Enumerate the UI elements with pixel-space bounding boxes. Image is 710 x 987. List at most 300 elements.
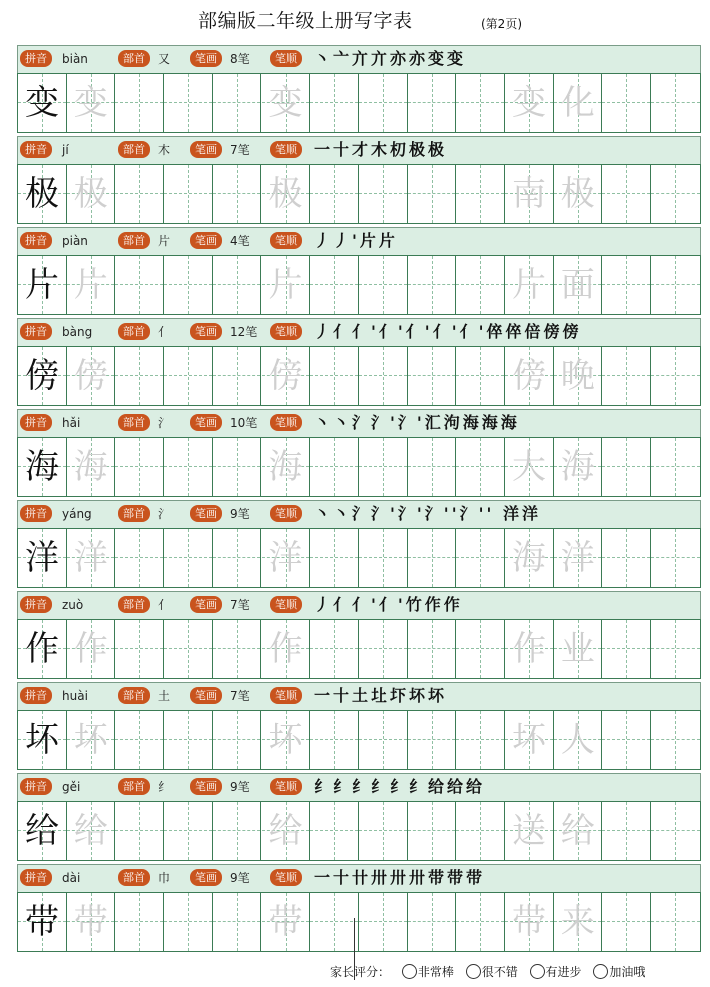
stroke-order-tag: 笔顺 bbox=[270, 323, 302, 340]
writing-cell[interactable] bbox=[408, 620, 457, 678]
stroke-unit: 笔 bbox=[237, 52, 250, 66]
trace-word-char: 业 bbox=[560, 629, 595, 669]
writing-cell[interactable] bbox=[310, 620, 359, 678]
guide-line-vertical bbox=[334, 347, 335, 405]
stroke-count-number: 7 bbox=[230, 143, 238, 157]
guide-line-vertical bbox=[675, 893, 676, 951]
stroke-unit: 笔 bbox=[237, 234, 250, 248]
trace-word-char: 片 bbox=[512, 265, 546, 305]
stroke-order-tag: 笔顺 bbox=[270, 141, 302, 158]
pinyin-tag: 拼音 bbox=[20, 778, 52, 795]
writing-cell[interactable] bbox=[115, 74, 164, 132]
radical-tag: 部首 bbox=[118, 687, 150, 704]
guide-line-vertical bbox=[626, 438, 627, 496]
stroke-count-value bbox=[230, 142, 250, 158]
stroke-order-value: 一十卄卅卅卅带带带 bbox=[314, 868, 486, 887]
writing-cell[interactable] bbox=[408, 74, 457, 132]
pinyin-tag: 拼音 bbox=[20, 323, 52, 340]
writing-cell[interactable] bbox=[310, 347, 359, 405]
guide-line-vertical bbox=[139, 529, 140, 587]
writing-cell[interactable] bbox=[213, 711, 262, 769]
info-bar bbox=[17, 500, 701, 529]
trace-word-char: 人 bbox=[560, 720, 595, 760]
guide-line-vertical bbox=[626, 529, 627, 587]
info-bar bbox=[17, 409, 701, 438]
writing-cell[interactable] bbox=[359, 256, 408, 314]
stroke-order-value: 丿亻亻'亻'亻'亻'亻'倅倅倍傍傍 bbox=[314, 322, 582, 341]
guide-line-vertical bbox=[626, 620, 627, 678]
pinyin-value: bàng bbox=[62, 325, 93, 339]
writing-cell[interactable] bbox=[602, 893, 651, 951]
pinyin-value: piàn bbox=[62, 234, 88, 248]
char-block bbox=[17, 45, 701, 133]
writing-cell[interactable] bbox=[213, 165, 262, 223]
guide-line-vertical bbox=[432, 893, 433, 951]
info-bar bbox=[17, 45, 701, 74]
writing-cell[interactable] bbox=[213, 438, 262, 496]
writing-grid bbox=[17, 710, 701, 770]
info-bar bbox=[17, 773, 701, 802]
writing-cell[interactable] bbox=[651, 620, 700, 678]
guide-line-vertical bbox=[432, 256, 433, 314]
writing-cell[interactable] bbox=[310, 438, 359, 496]
guide-line-vertical bbox=[334, 893, 335, 951]
trace-character: 给 bbox=[73, 811, 108, 851]
model-character: 海 bbox=[25, 447, 59, 487]
char-block bbox=[17, 136, 701, 224]
writing-cell[interactable] bbox=[115, 893, 164, 951]
radical-tag: 部首 bbox=[118, 778, 150, 795]
stroke-count-number: 12 bbox=[230, 325, 246, 339]
stroke-count-tag: 笔画 bbox=[190, 323, 222, 340]
writing-cell[interactable] bbox=[115, 347, 164, 405]
stroke-count-value bbox=[230, 324, 257, 340]
stroke-order-value: 丿亻亻'亻'竹作作 bbox=[314, 595, 463, 614]
stroke-order-tag: 笔顺 bbox=[270, 505, 302, 522]
guide-line-vertical bbox=[480, 256, 481, 314]
guide-line-vertical bbox=[626, 74, 627, 132]
writing-cell[interactable] bbox=[359, 620, 408, 678]
writing-grid bbox=[17, 437, 701, 497]
writing-cell[interactable] bbox=[213, 347, 262, 405]
stroke-count-value bbox=[230, 688, 250, 704]
writing-cell[interactable] bbox=[651, 165, 700, 223]
guide-line-vertical bbox=[188, 347, 189, 405]
trace-character: 海 bbox=[73, 447, 108, 487]
guide-line-vertical bbox=[432, 347, 433, 405]
stroke-unit: 笔 bbox=[245, 325, 258, 339]
info-bar bbox=[17, 682, 701, 711]
char-block bbox=[17, 318, 701, 406]
guide-line-vertical bbox=[480, 347, 481, 405]
pinyin-tag: 拼音 bbox=[20, 141, 52, 158]
writing-cell[interactable] bbox=[310, 893, 359, 951]
trace-character: 傍 bbox=[73, 356, 108, 396]
guide-line-vertical bbox=[188, 256, 189, 314]
writing-cell[interactable] bbox=[310, 74, 359, 132]
pinyin-tag: 拼音 bbox=[20, 505, 52, 522]
radical-tag: 部首 bbox=[118, 232, 150, 249]
writing-cell[interactable] bbox=[310, 711, 359, 769]
writing-cell[interactable] bbox=[164, 620, 213, 678]
guide-line-vertical bbox=[675, 711, 676, 769]
writing-cell[interactable] bbox=[164, 711, 213, 769]
radical-tag: 部首 bbox=[118, 596, 150, 613]
rating-option-radio-2[interactable] bbox=[466, 964, 481, 979]
writing-cell[interactable] bbox=[602, 74, 651, 132]
guide-line-vertical bbox=[432, 802, 433, 860]
stroke-count-tag: 笔画 bbox=[190, 414, 222, 431]
guide-line-vertical bbox=[237, 529, 238, 587]
writing-cell[interactable] bbox=[115, 620, 164, 678]
guide-line-vertical bbox=[480, 711, 481, 769]
guide-line-vertical bbox=[626, 165, 627, 223]
guide-line-vertical bbox=[480, 74, 481, 132]
trace-word-char: 极 bbox=[560, 174, 595, 214]
guide-line-vertical bbox=[139, 74, 140, 132]
radical-value: 土 bbox=[158, 689, 171, 703]
radical-tag: 部首 bbox=[118, 414, 150, 431]
radical-value: 又 bbox=[158, 52, 171, 66]
stroke-count-value bbox=[230, 51, 250, 67]
guide-line-vertical bbox=[188, 711, 189, 769]
guide-line-vertical bbox=[480, 893, 481, 951]
guide-line-vertical bbox=[383, 165, 384, 223]
rating-option-radio-4[interactable] bbox=[593, 964, 608, 979]
writing-cell[interactable] bbox=[164, 893, 213, 951]
trace-character: 坏 bbox=[268, 720, 303, 760]
stroke-count-value bbox=[230, 597, 250, 613]
pinyin-tag: 拼音 bbox=[20, 50, 52, 67]
rating-option-radio-3[interactable] bbox=[530, 964, 545, 979]
writing-cell[interactable] bbox=[408, 347, 457, 405]
char-block bbox=[17, 409, 701, 497]
writing-cell[interactable] bbox=[602, 529, 651, 587]
guide-line-vertical bbox=[139, 893, 140, 951]
writing-cell[interactable] bbox=[359, 74, 408, 132]
guide-line-vertical bbox=[334, 74, 335, 132]
writing-cell[interactable] bbox=[408, 802, 457, 860]
page-title: 部编版二年级上册写字表 bbox=[198, 10, 413, 32]
writing-cell[interactable] bbox=[310, 529, 359, 587]
char-block bbox=[17, 591, 701, 679]
stroke-count-value bbox=[230, 233, 250, 249]
trace-character: 作 bbox=[268, 629, 303, 669]
writing-cell[interactable] bbox=[164, 347, 213, 405]
trace-character: 给 bbox=[268, 811, 303, 851]
writing-cell[interactable] bbox=[115, 802, 164, 860]
stroke-count-tag: 笔画 bbox=[190, 232, 222, 249]
rating-option-label-1: 非常棒 bbox=[417, 965, 454, 979]
guide-line-vertical bbox=[334, 620, 335, 678]
info-bar bbox=[17, 318, 701, 347]
stroke-count-value bbox=[230, 779, 250, 795]
stroke-order-tag: 笔顺 bbox=[270, 687, 302, 704]
model-character: 给 bbox=[25, 811, 59, 851]
writing-cell[interactable] bbox=[359, 438, 408, 496]
radical-value: 木 bbox=[158, 143, 171, 157]
guide-line-vertical bbox=[139, 165, 140, 223]
trace-word-char: 变 bbox=[512, 83, 546, 123]
writing-cell[interactable] bbox=[651, 74, 700, 132]
writing-cell[interactable] bbox=[164, 802, 213, 860]
writing-cell[interactable] bbox=[359, 529, 408, 587]
pinyin-value: huài bbox=[62, 689, 88, 703]
guide-line-vertical bbox=[383, 893, 384, 951]
pinyin-value: dài bbox=[62, 871, 81, 885]
stroke-unit: 笔 bbox=[237, 689, 250, 703]
writing-cell[interactable] bbox=[310, 165, 359, 223]
stroke-order-value: 丶丶氵氵'氵'氵''氵'' 洋洋 bbox=[314, 504, 541, 523]
radical-tag: 部首 bbox=[118, 869, 150, 886]
rating-option-label-4: 加油哦 bbox=[609, 965, 646, 979]
char-block bbox=[17, 773, 701, 861]
trace-word-char: 南 bbox=[512, 174, 546, 214]
stroke-count-tag: 笔画 bbox=[190, 505, 222, 522]
writing-cell[interactable] bbox=[408, 165, 457, 223]
stroke-unit: 笔 bbox=[237, 780, 250, 794]
writing-cell[interactable] bbox=[456, 620, 505, 678]
rating-option-label-3: 有进步 bbox=[545, 965, 582, 979]
char-block bbox=[17, 500, 701, 588]
writing-cell[interactable] bbox=[115, 711, 164, 769]
guide-line-vertical bbox=[675, 347, 676, 405]
writing-cell[interactable] bbox=[602, 711, 651, 769]
writing-cell[interactable] bbox=[602, 347, 651, 405]
guide-line-vertical bbox=[334, 438, 335, 496]
guide-line-vertical bbox=[626, 256, 627, 314]
info-bar bbox=[17, 136, 701, 165]
radical-tag: 部首 bbox=[118, 323, 150, 340]
radical-value: 亻 bbox=[158, 325, 171, 339]
guide-line-vertical bbox=[188, 893, 189, 951]
char-block bbox=[17, 864, 701, 952]
stroke-unit: 笔 bbox=[237, 871, 250, 885]
radical-tag: 部首 bbox=[118, 50, 150, 67]
writing-cell[interactable] bbox=[456, 347, 505, 405]
guide-line-vertical bbox=[237, 620, 238, 678]
writing-cell[interactable] bbox=[456, 256, 505, 314]
stroke-unit: 笔 bbox=[237, 598, 250, 612]
trace-character: 坏 bbox=[73, 720, 108, 760]
guide-line-vertical bbox=[626, 893, 627, 951]
writing-cell[interactable] bbox=[164, 438, 213, 496]
stroke-count-number: 9 bbox=[230, 507, 238, 521]
writing-cell[interactable] bbox=[164, 529, 213, 587]
guide-line-vertical bbox=[139, 256, 140, 314]
stroke-order-tag: 笔顺 bbox=[270, 596, 302, 613]
writing-cell[interactable] bbox=[359, 347, 408, 405]
info-bar bbox=[17, 864, 701, 893]
stroke-count-value bbox=[230, 506, 250, 522]
trace-character: 变 bbox=[73, 83, 108, 123]
writing-grid bbox=[17, 255, 701, 315]
trace-word-char: 来 bbox=[560, 902, 595, 942]
guide-line-vertical bbox=[237, 711, 238, 769]
pinyin-tag: 拼音 bbox=[20, 869, 52, 886]
writing-cell[interactable] bbox=[213, 893, 262, 951]
model-character: 带 bbox=[25, 902, 59, 942]
writing-cell[interactable] bbox=[310, 802, 359, 860]
guide-line-vertical bbox=[480, 620, 481, 678]
trace-word-char: 坏 bbox=[512, 720, 546, 760]
pinyin-value: hǎi bbox=[62, 416, 81, 430]
pinyin-value: gěi bbox=[62, 780, 81, 794]
writing-cell[interactable] bbox=[408, 529, 457, 587]
title-bar bbox=[0, 4, 710, 34]
writing-cell[interactable] bbox=[651, 802, 700, 860]
writing-cell[interactable] bbox=[310, 256, 359, 314]
trace-word-char: 带 bbox=[512, 902, 546, 942]
guide-line-vertical bbox=[675, 165, 676, 223]
radical-value: 巾 bbox=[158, 871, 171, 885]
writing-cell[interactable] bbox=[651, 529, 700, 587]
page-number: (第2页) bbox=[481, 17, 522, 31]
writing-cell[interactable] bbox=[651, 256, 700, 314]
writing-cell[interactable] bbox=[164, 74, 213, 132]
writing-cell[interactable] bbox=[456, 802, 505, 860]
trace-character: 傍 bbox=[268, 356, 303, 396]
trace-character: 洋 bbox=[73, 538, 108, 578]
stroke-order-tag: 笔顺 bbox=[270, 869, 302, 886]
writing-cell[interactable] bbox=[602, 165, 651, 223]
guide-line-vertical bbox=[480, 802, 481, 860]
trace-character: 带 bbox=[268, 902, 303, 942]
guide-line-vertical bbox=[675, 802, 676, 860]
radical-value: 氵 bbox=[158, 507, 171, 521]
writing-cell[interactable] bbox=[651, 347, 700, 405]
guide-line-vertical bbox=[383, 529, 384, 587]
guide-line-vertical bbox=[188, 165, 189, 223]
model-character: 坏 bbox=[25, 720, 59, 760]
writing-cell[interactable] bbox=[213, 620, 262, 678]
writing-cell[interactable] bbox=[408, 256, 457, 314]
writing-grid bbox=[17, 619, 701, 679]
radical-tag: 部首 bbox=[118, 141, 150, 158]
guide-line-vertical bbox=[237, 438, 238, 496]
writing-cell[interactable] bbox=[602, 438, 651, 496]
writing-cell[interactable] bbox=[651, 438, 700, 496]
writing-cell[interactable] bbox=[456, 438, 505, 496]
model-character: 变 bbox=[25, 83, 59, 123]
writing-cell[interactable] bbox=[213, 256, 262, 314]
guide-line-vertical bbox=[334, 256, 335, 314]
pinyin-tag: 拼音 bbox=[20, 232, 52, 249]
writing-cell[interactable] bbox=[359, 802, 408, 860]
guide-line-vertical bbox=[237, 74, 238, 132]
char-block bbox=[17, 227, 701, 315]
writing-cell[interactable] bbox=[115, 438, 164, 496]
pinyin-tag: 拼音 bbox=[20, 414, 52, 431]
guide-line-vertical bbox=[626, 347, 627, 405]
stroke-count-tag: 笔画 bbox=[190, 869, 222, 886]
writing-cell[interactable] bbox=[115, 529, 164, 587]
guide-line-vertical bbox=[139, 711, 140, 769]
writing-cell[interactable] bbox=[602, 620, 651, 678]
stroke-order-value: 一十才木朷极极 bbox=[314, 140, 448, 159]
radical-tag: 部首 bbox=[118, 505, 150, 522]
pinyin-value: biàn bbox=[62, 52, 88, 66]
writing-cell[interactable] bbox=[408, 438, 457, 496]
writing-cell[interactable] bbox=[602, 256, 651, 314]
writing-grid bbox=[17, 73, 701, 133]
trace-character: 海 bbox=[268, 447, 303, 487]
pinyin-tag: 拼音 bbox=[20, 596, 52, 613]
guide-line-vertical bbox=[480, 165, 481, 223]
writing-cell[interactable] bbox=[213, 529, 262, 587]
stroke-count-number: 8 bbox=[230, 52, 238, 66]
writing-cell[interactable] bbox=[213, 74, 262, 132]
guide-line-vertical bbox=[139, 438, 140, 496]
guide-line-vertical bbox=[432, 165, 433, 223]
writing-cell[interactable] bbox=[456, 165, 505, 223]
trace-word-char: 海 bbox=[512, 538, 546, 578]
guide-line-vertical bbox=[675, 620, 676, 678]
trace-word-char: 化 bbox=[560, 83, 595, 123]
guide-line-vertical bbox=[237, 893, 238, 951]
writing-cell[interactable] bbox=[408, 893, 457, 951]
writing-cell[interactable] bbox=[456, 529, 505, 587]
trace-word-char: 傍 bbox=[512, 356, 546, 396]
writing-cell[interactable] bbox=[359, 711, 408, 769]
rating-option-label-2: 很不错 bbox=[481, 965, 518, 979]
writing-cell[interactable] bbox=[456, 893, 505, 951]
writing-cell[interactable] bbox=[651, 711, 700, 769]
guide-line-vertical bbox=[237, 165, 238, 223]
writing-cell[interactable] bbox=[115, 165, 164, 223]
guide-line-vertical bbox=[432, 620, 433, 678]
stroke-order-value: 丿丿'片片 bbox=[314, 231, 398, 250]
writing-cell[interactable] bbox=[456, 74, 505, 132]
rating-option-radio-1[interactable] bbox=[402, 964, 417, 979]
guide-line-vertical bbox=[675, 74, 676, 132]
stroke-order-tag: 笔顺 bbox=[270, 414, 302, 431]
writing-grid bbox=[17, 801, 701, 861]
guide-line-vertical bbox=[188, 620, 189, 678]
writing-cell[interactable] bbox=[359, 893, 408, 951]
stroke-count-tag: 笔画 bbox=[190, 50, 222, 67]
info-bar bbox=[17, 591, 701, 620]
trace-character: 极 bbox=[268, 174, 303, 214]
guide-line-vertical bbox=[139, 802, 140, 860]
stroke-count-tag: 笔画 bbox=[190, 687, 222, 704]
stroke-count-number: 7 bbox=[230, 598, 238, 612]
stroke-count-tag: 笔画 bbox=[190, 141, 222, 158]
guide-line-vertical bbox=[383, 620, 384, 678]
guide-line-vertical bbox=[139, 347, 140, 405]
writing-cell[interactable] bbox=[115, 256, 164, 314]
writing-cell[interactable] bbox=[456, 711, 505, 769]
writing-cell[interactable] bbox=[651, 893, 700, 951]
guide-line-vertical bbox=[237, 256, 238, 314]
writing-cell[interactable] bbox=[359, 165, 408, 223]
pinyin-value: jí bbox=[62, 143, 69, 157]
guide-line-vertical bbox=[675, 256, 676, 314]
writing-cell[interactable] bbox=[164, 165, 213, 223]
writing-cell[interactable] bbox=[213, 802, 262, 860]
stroke-count-tag: 笔画 bbox=[190, 778, 222, 795]
writing-cell[interactable] bbox=[164, 256, 213, 314]
trace-character: 片 bbox=[73, 265, 108, 305]
writing-cell[interactable] bbox=[602, 802, 651, 860]
guide-line-vertical bbox=[188, 802, 189, 860]
writing-cell[interactable] bbox=[408, 711, 457, 769]
guide-line-vertical bbox=[432, 438, 433, 496]
guide-line-vertical bbox=[334, 711, 335, 769]
model-character: 片 bbox=[25, 265, 59, 305]
writing-grid bbox=[17, 528, 701, 588]
rating-label: 家长评分： bbox=[330, 965, 391, 979]
